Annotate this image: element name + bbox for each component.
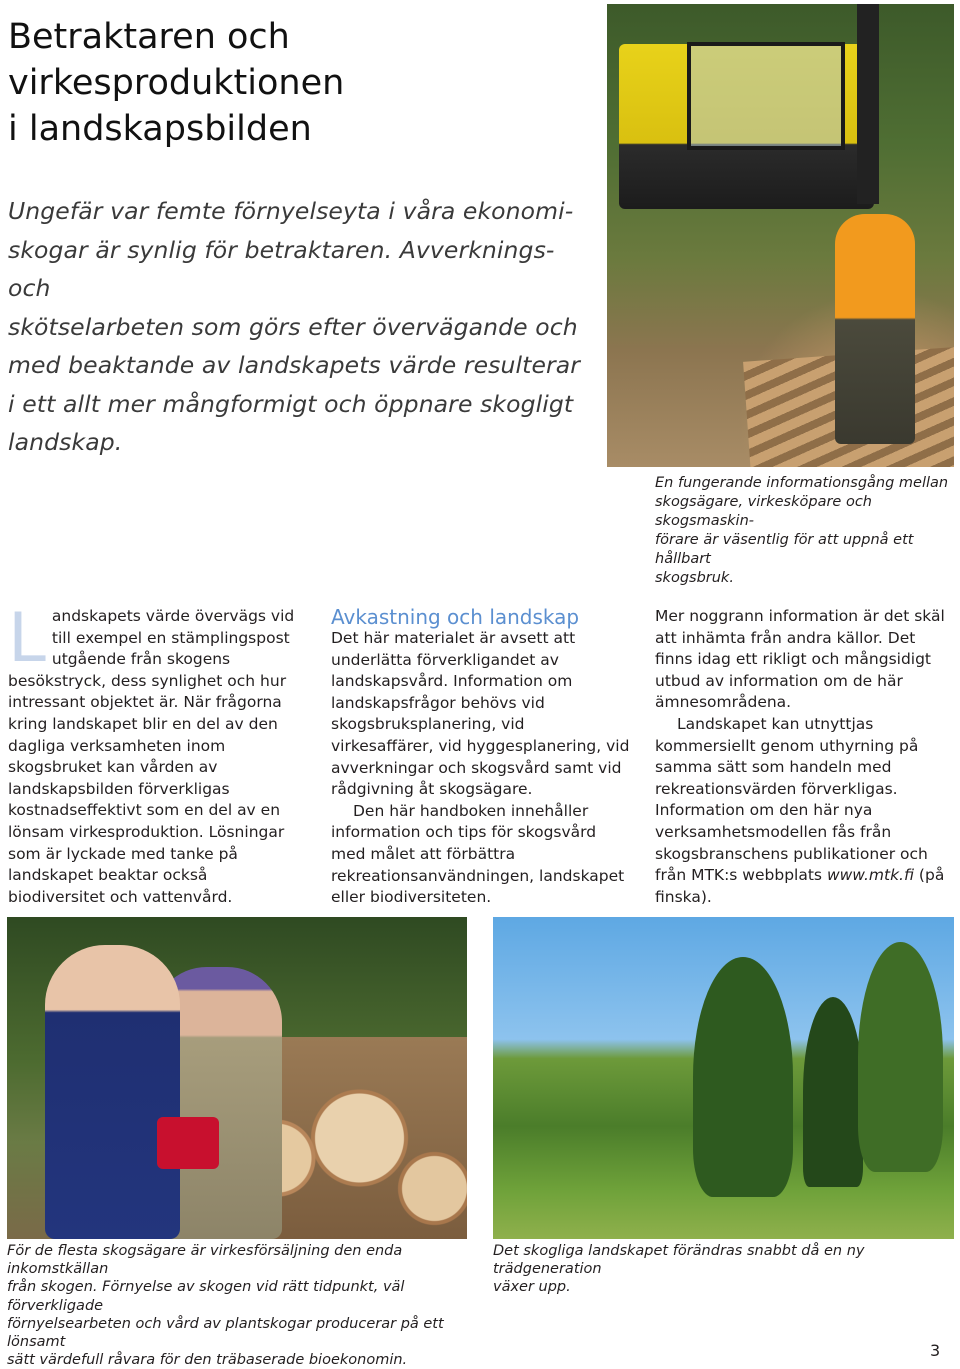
column-1-text: andskapets värde övervägs vid till exempel en stämplingspost utgående från skogens besökstryck, dess synlighet och hur intressant objektet är. När frågorna kring landskapet blir en del av den dagliga verksamheten inom skogsbruket kan vården av landskapsbilden förverkligas kostnadseffektivt som en del av en lönsam virkesproduktion. Lösningar som är lyckade med tanke på landskapet beaktar också biodiversitet och vattenvård.: [8, 607, 295, 906]
lead-paragraph: Ungefär var femte förnyelseyta i våra ekonomi- skogar är synlig för betraktaren. Avverknings- och skötselarbeten som görs efter övervägande och med beaktande av landskapets värde resulterar i ett allt mer mångformigt och öppnare skogligt landskap.: [8, 197, 581, 456]
worker-figure: [835, 214, 915, 444]
column-3-paragraph-1: Mer noggrann information är det skäl att inhämta från andra källor. Det finns idag ett rikligt och mångsidigt utbud av information om de här ämnesområdena.: [655, 607, 945, 712]
column-3-paragraph-2: [655, 714, 955, 908]
people-photo: [7, 917, 467, 1239]
forest-caption: Det skogliga landskapet förändras snabbt då en ny trädgeneration växer upp.: [493, 1243, 865, 1296]
section-heading: Avkastning och landskap: [331, 605, 580, 629]
column-3-text: Landskapet kan utnyttjas kommersiellt genom uthyrning på samma sätt som handeln med rekreationsvärden förverkligas. Information om den här nya verksamhetsmodellen fås från skogsbranschens publikationer och från MTK:s webbplats: [655, 714, 928, 885]
column-1: [8, 599, 308, 908]
forwarder-photo: [607, 4, 954, 467]
column-1-paragraph: [8, 599, 308, 908]
forwarder-caption: En fungerande informationsgång mellan skogsägare, virkesköpare och skogsmaskin- förare är väsentlig för att uppnå ett hållbart skogsbruk.: [655, 475, 949, 586]
column-2: [331, 606, 631, 909]
page-title: Betraktaren och virkesproduktionen i landskapsbilden: [8, 17, 345, 149]
spruce-tree: [803, 997, 863, 1187]
column-2-paragraph-1: Det här materialet är avsett att underlätta förverkligandet av landskapsvård. Information om landskapsfrågor behövs vid skogsbruksplanering, vid virkesaffärer, vid hyggesplanering, vid avverkningar och skogsvård samt vid rådgivning åt skogsägare.: [331, 629, 630, 799]
drop-cap: L: [8, 599, 46, 678]
column-2-paragraph-2: Den här handboken innehåller information och tips för skogsvård med målet att förbättra rekreationsanvändningen, landskapet eller biodiversiteten.: [331, 801, 625, 907]
woman-figure: [45, 945, 180, 1239]
column-3: [655, 606, 955, 908]
people-caption: För de flesta skogsägare är virkesförsäljning den enda inkomstkällan från skogen. Förnyelse av skogen vid rätt tidpunkt, väl förverkligade förnyelsearbeten och vård av plantskogar producerar på ett lönsamt sätt värdefull råvara för den träbaserade bioekonomin.: [7, 1243, 444, 1369]
mushroom-basket: [157, 1117, 219, 1169]
birch-tree: [693, 957, 793, 1197]
forest-photo: [493, 917, 954, 1239]
column-3-text-end: (på finska).: [655, 866, 945, 906]
forwarder-crane: [857, 4, 879, 204]
forwarder-cab: [687, 42, 845, 150]
page-number: 3: [930, 1341, 941, 1360]
birch-tree-right: [858, 942, 943, 1172]
mtk-website-link[interactable]: www.mtk.fi: [826, 866, 914, 885]
